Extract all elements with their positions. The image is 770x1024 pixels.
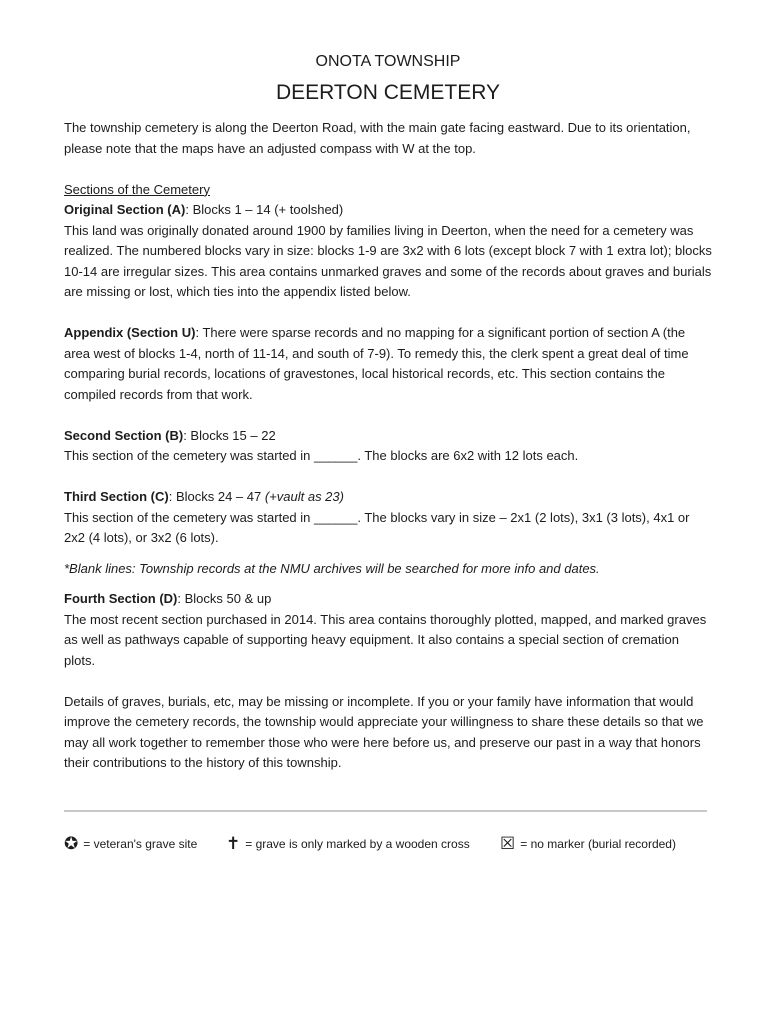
third-section-vault: (+vault as 23): [264, 489, 344, 504]
legend-veteran: [64, 832, 197, 856]
original-section-blocks: : Blocks 1 – 14 (+ toolshed): [185, 202, 344, 217]
second-section-text: This section of the cemetery was started in ______. The blocks are 6x2 with 12 lots each.: [64, 448, 579, 463]
blank-lines-note: *Blank lines: Township records at the NMU archives will be searched for more info and dates.: [64, 560, 600, 576]
appendix-text: : There were sparse records and no mapping for a significant portion of section A (the area west of blocks 1-4, north of 11-14, and south of 7-9). To remedy this, the clerk spent a great deal of time comparing burial records, locations of gravestones, local historical records, etc. This section contains the compiled records from that work.: [64, 325, 689, 402]
sections-heading: Sections of the Cemetery: [64, 181, 210, 197]
appendix-paragraph: [64, 323, 712, 405]
cemetery-title: DEERTON CEMETERY: [275, 81, 501, 104]
veteran-star-icon: ✪: [64, 834, 79, 854]
original-section-title: Original Section (A): [64, 202, 186, 217]
original-section-text: This land was originally donated around 1900 by families living in Deerton, when the need for a cemetery was realized. The numbered blocks vary in size: blocks 1-9 are 3x2 with 6 lots (except block 7 with 1 extra lot); blocks 10-14 are irregular sizes. This area contains unmarked graves and some of the records about graves and burials are missing or lost, which ties into the appendix listed below.: [64, 222, 712, 299]
third-section-blocks: : Blocks 24 – 47: [168, 489, 265, 504]
appendix-title: Appendix (Section U): [64, 325, 196, 340]
fourth-section-text: The most recent section purchased in 2014. This area contains thoroughly plotted, mapped, and marked graves as well as pathways capable of supporting heavy equipment. It also contains a special section of cremation plots.: [64, 611, 707, 668]
legend: [64, 832, 724, 856]
cross-icon: ✝: [226, 834, 241, 854]
legend-cross-label: = grave is only marked by a wooden cross: [245, 837, 470, 851]
legend-veteran-label: = veteran's grave site: [83, 837, 198, 851]
divider-rule: [64, 810, 707, 812]
fourth-section-heading: [64, 589, 712, 610]
legend-cross: [226, 832, 470, 856]
document-page: [64, 48, 712, 774]
second-section-heading: [64, 426, 712, 447]
third-section-text: This section of the cemetery was started in ______. The blocks vary in size – 2x1 (2 lots), 3x1 (3 lots), 4x1 or 2x2 (4 lots), or 3x2 (6 lots).: [64, 509, 690, 545]
original-section-heading: [64, 200, 712, 221]
second-section-blocks: : Blocks 15 – 22: [183, 427, 276, 443]
no-marker-box-icon: ☒: [500, 834, 516, 854]
third-section-heading: [64, 487, 712, 508]
legend-no-marker-label: = no marker (burial recorded): [520, 837, 676, 851]
legend-no-marker: [500, 832, 676, 856]
fourth-section-title: Fourth Section (D): [64, 591, 178, 606]
fourth-section-blocks: : Blocks 50 & up: [177, 591, 272, 606]
intro-paragraph: The township cemetery is along the Deerton Road, with the main gate facing eastward. Due to its orientation, please note that the maps have an adjusted compass with W at the top.: [64, 120, 691, 156]
third-section-title: Third Section (C): [64, 489, 169, 504]
closing-paragraph: Details of graves, burials, etc, may be missing or incomplete. If you or your family have information that would improve the cemetery records, the township would appreciate your willingness to share these details so that we may all work together to remember those who were here before us, and preserve our past in a way that honors their contributions to the history of this township.: [64, 693, 704, 770]
second-section-title: Second Section (B): [64, 427, 184, 443]
township-title: ONOTA TOWNSHIP: [315, 53, 461, 70]
